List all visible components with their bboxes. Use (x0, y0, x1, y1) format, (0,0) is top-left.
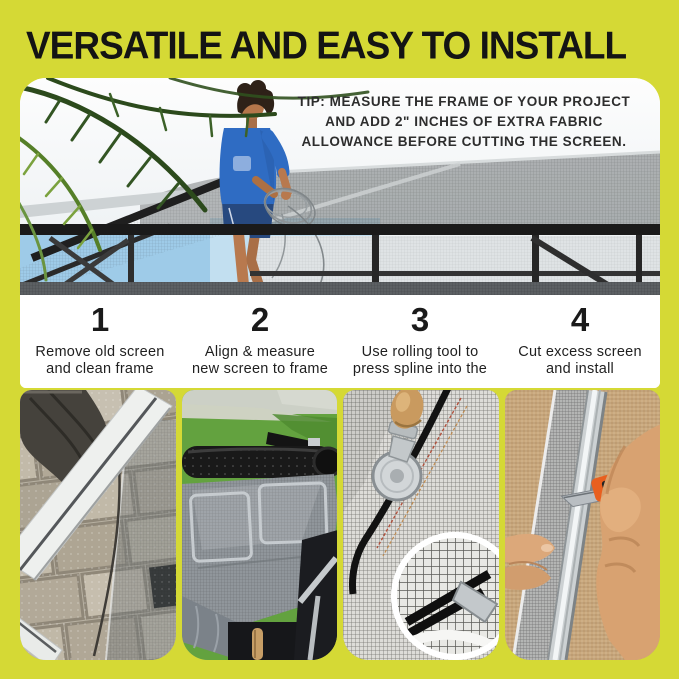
steps-band (20, 295, 660, 388)
step-1-number: 1 (90, 301, 110, 338)
step-2-caption: Align & measure (204, 344, 316, 360)
hero-photo (20, 78, 660, 295)
step-2-number: 2 (250, 301, 270, 338)
step-4-caption: and install (545, 361, 615, 377)
tip-line: ALLOWANCE BEFORE CUTTING THE SCREEN. (301, 134, 627, 149)
step-4-photo (505, 390, 661, 660)
step-3-number: 3 (410, 301, 430, 338)
step-1-photo (20, 390, 176, 660)
page-title: VERSATILE AND EASY TO INSTALL (26, 24, 627, 67)
step-2-photo (182, 390, 338, 660)
step-3-caption: press spline into the (352, 361, 488, 377)
step-1 (20, 295, 180, 388)
tip-line: AND ADD 2" INCHES OF EXTRA FABRIC (325, 114, 603, 129)
step-4-caption: Cut excess screen (518, 344, 642, 360)
step-1-caption: Remove old screen (35, 344, 165, 360)
hero-card (20, 78, 660, 388)
step-photo-row (20, 390, 660, 660)
step-3 (340, 295, 500, 388)
step-1-caption: and clean frame (46, 361, 154, 377)
step-2 (180, 295, 340, 388)
step-4-number: 4 (570, 301, 590, 338)
step-2-caption: new screen to frame (191, 361, 329, 377)
step-3-photo (343, 390, 499, 660)
tip-line: TIP: MEASURE THE FRAME OF YOUR PROJECT (297, 94, 631, 109)
step-3-caption: Use rolling tool to (361, 344, 479, 360)
step-4 (500, 295, 660, 388)
tip-text (268, 92, 660, 152)
